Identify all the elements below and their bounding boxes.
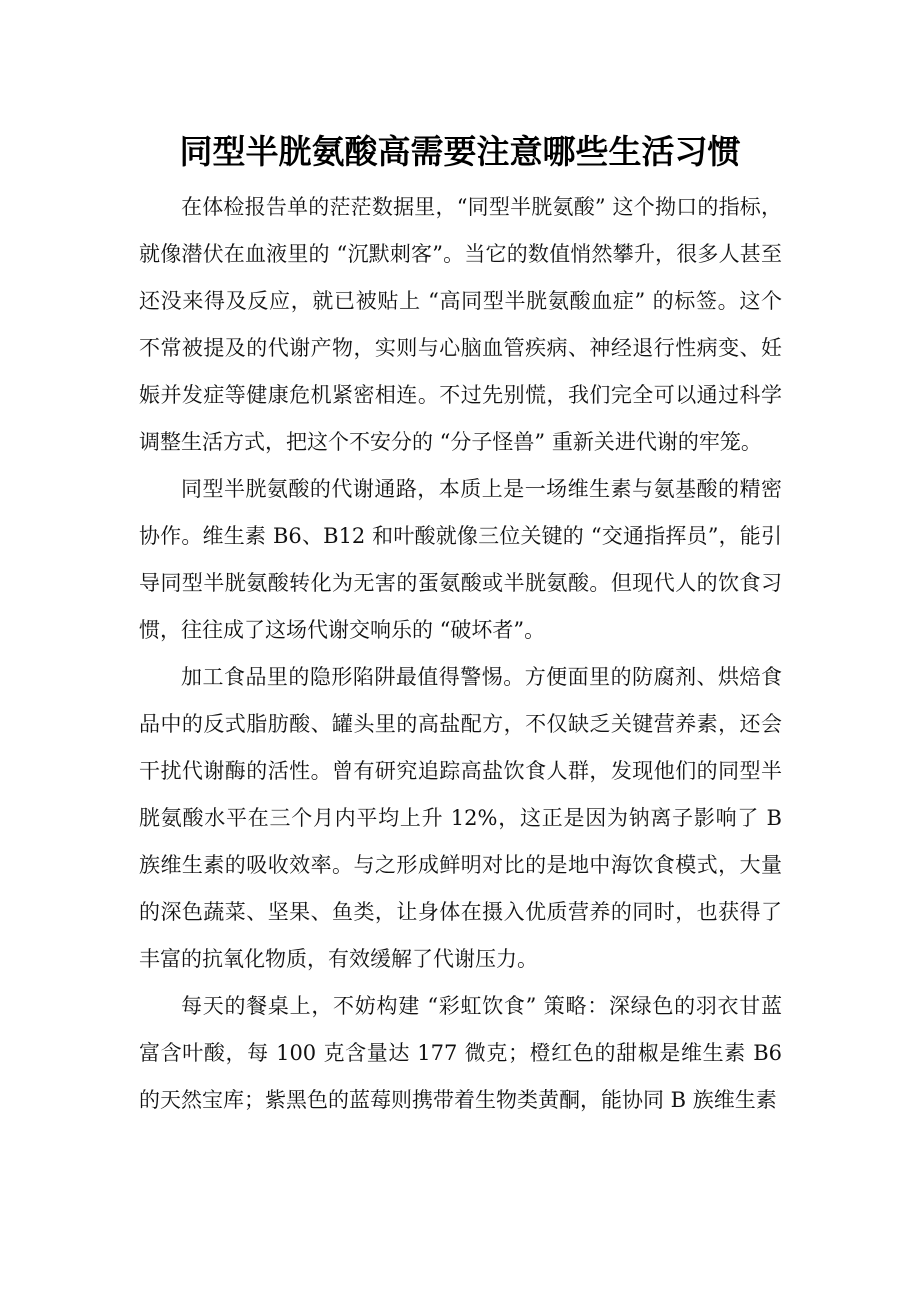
paragraph: 同型半胱氨酸的代谢通路，本质上是一场维生素与氨基酸的精密协作。维生素 B6、B12 和叶酸就像三位关键的 “交通指挥员”，能引导同型半胱氨酸转化为无害的蛋氨酸或半胱氨酸。但现代人的饮食习惯，往往成了这场代谢交响乐的 “破坏者”。 bbox=[139, 477, 782, 642]
document-body bbox=[139, 184, 782, 1124]
paragraph: 加工食品里的隐形陷阱最值得警惕。方便面里的防腐剂、烘焙食品中的反式脂肪酸、罐头里的高盐配方，不仅缺乏关键营养素，还会干扰代谢酶的活性。曾有研究追踪高盐饮食人群，发现他们的同型半胱氨酸水平在三个月内平均上升 12%，这正是因为钠离子影响了 B 族维生素的吸收效率。与之形成鲜明对比的是地中海饮食模式，大量的深色蔬菜、坚果、鱼类，让身体在摄入优质营养的同时，也获得了丰富的抗氧化物质，有效缓解了代谢压力。 bbox=[139, 665, 782, 971]
paragraph: 在体检报告单的茫茫数据里，“同型半胱氨酸” 这个拗口的指标，就像潜伏在血液里的 “沉默刺客”。当它的数值悄然攀升，很多人甚至还没来得及反应，就已被贴上 “高同型半胱氨酸血症” 的标签。这个不常被提及的代谢产物，实则与心脑血管疾病、神经退行性病变、妊娠并发症等健康危机紧密相连。不过先别慌，我们完全可以通过科学调整生活方式，把这个不安分的 “分子怪兽” 重新关进代谢的牢笼。 bbox=[139, 195, 782, 454]
document-title: 同型半胱氨酸高需要注意哪些生活习惯 bbox=[179, 132, 741, 171]
paragraph: 每天的餐桌上，不妨构建 “彩虹饮食” 策略：深绿色的羽衣甘蓝富含叶酸，每 100 克含量达 177 微克；橙红色的甜椒是维生素 B6 的天然宝库；紫黑色的蓝莓则携带着生物类黄酮，能协同 B 族维生素 bbox=[139, 994, 782, 1112]
